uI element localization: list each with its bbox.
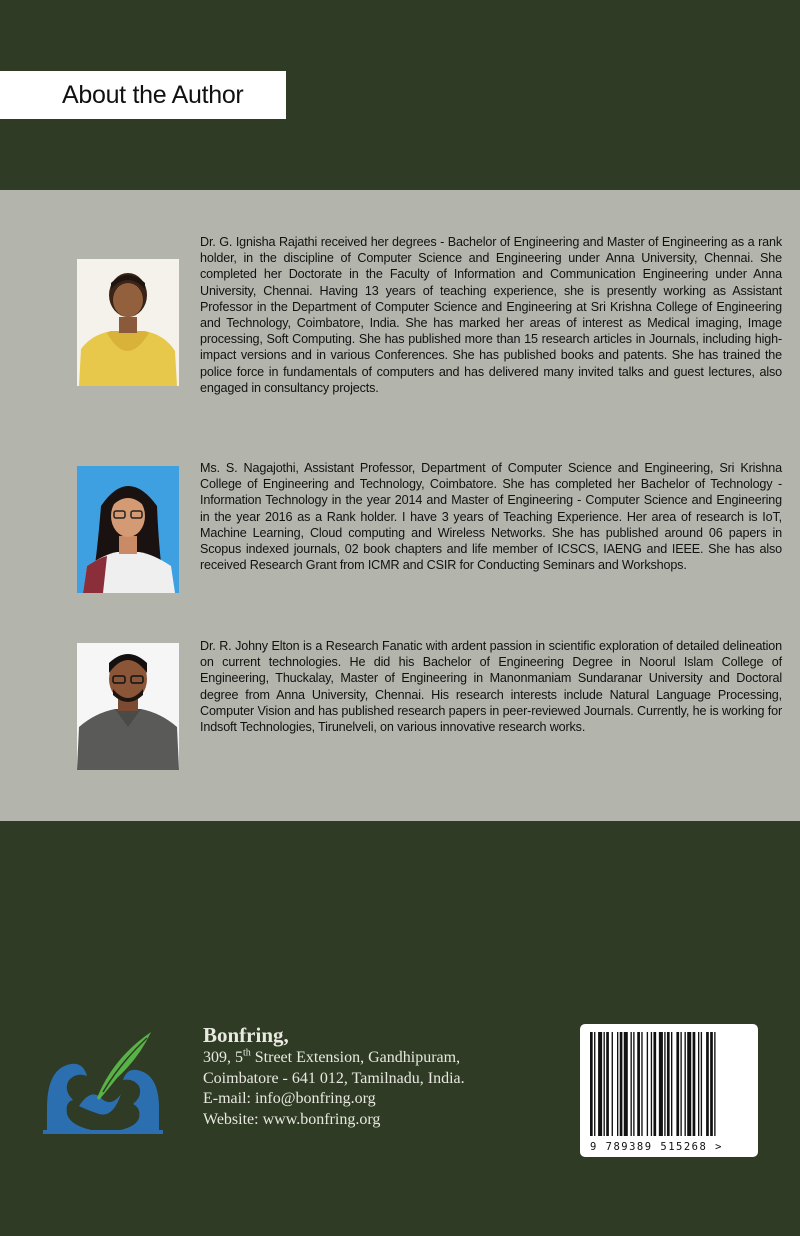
quill-wave-logo-icon xyxy=(43,1028,163,1134)
street-suffix: th xyxy=(243,1047,251,1059)
street-number: 309, 5 xyxy=(203,1049,243,1066)
author-photo-3 xyxy=(77,643,179,770)
man-glasses-portrait-icon xyxy=(77,643,179,770)
publisher-email: E-mail: info@bonfring.org xyxy=(203,1090,376,1107)
publisher-logo xyxy=(43,1028,163,1134)
barcode-bars-icon xyxy=(590,1032,748,1136)
publisher-info xyxy=(203,1022,563,1130)
woman-glasses-portrait-icon xyxy=(77,466,179,593)
isbn-number: 9 789389 515268 > xyxy=(590,1141,723,1153)
publisher-website: Website: www.bonfring.org xyxy=(203,1110,381,1128)
title-box xyxy=(0,71,286,119)
author-photo-2 xyxy=(77,466,179,593)
publisher-street xyxy=(203,1048,563,1069)
publisher-name: Bonfring, xyxy=(203,1023,289,1047)
author-photo-1 xyxy=(77,259,179,386)
page-title: About the Author xyxy=(62,80,244,109)
author-bio-3: Dr. R. Johny Elton is a Research Fanatic with ardent passion in scientific exploration of detailed delineation on current technologies. He did his Bachelor of Engineering Degree in Noorul Islam College of Engineering, Thuckalay, Master of Engineering in Manonmaniam Sundaranar University and Doctoral degree from Anna University, Chennai. His research interests include Natural Language Processing, Computer Vision and has published research papers in peer-reviewed Journals. Currently, he is working for Indsoft Technologies, Tirunelveli, on various innovative research works. xyxy=(200,639,782,735)
isbn-barcode xyxy=(580,1024,758,1157)
author-bio-1: Dr. G. Ignisha Rajathi received her degrees - Bachelor of Engineering and Master of Engineering as a rank holder, in the discipline of Computer Science and Engineering under Anna University, Chennai. She completed her Doctorate in the Faculty of Information and Communication Engineering under Anna University, Chennai. Having 13 years of teaching experience, she is presently working as Assistant Professor in the Department of Computer Science and Engineering at Sri Krishna College of Engineering and Technology, Coimbatore, India. She has marked her areas of interest as Medical imaging, Image processing, Soft Computing. She has published more than 15 research articles in Journals, including high-impact versions and in various Conferences. She has published books and patents. She has trained the police force in fundamentals of computers and has delivered many invited talks and guest lectures, also engaged in consultancy projects. xyxy=(200,235,782,395)
street-name: Street Extension, Gandhipuram, xyxy=(250,1049,461,1066)
author-bio-2: Ms. S. Nagajothi, Assistant Professor, Department of Computer Science and Engineering, Sri Krishna College of Engineering and Technology, Coimbatore. She has completed her Bachelor of Technology - Information Technology in the year 2014 and Master of Engineering - Computer Science and Engineering in the year 2016 as a Rank holder. I have 3 years of Teaching Experience. Her area of research is IoT, Machine Learning, Cloud computing and Wireless Networks. She has published around 06 papers in Scopus indexed journals, 02 book chapters and life member of ICSCS, IAENG and IEEE. She has also received Research Grant from ICMR and CSIR for Conducting Seminars and Workshops. xyxy=(200,461,782,573)
woman-portrait-icon xyxy=(77,259,179,386)
publisher-city: Coimbatore - 641 012, Tamilnadu, India. xyxy=(203,1069,465,1087)
